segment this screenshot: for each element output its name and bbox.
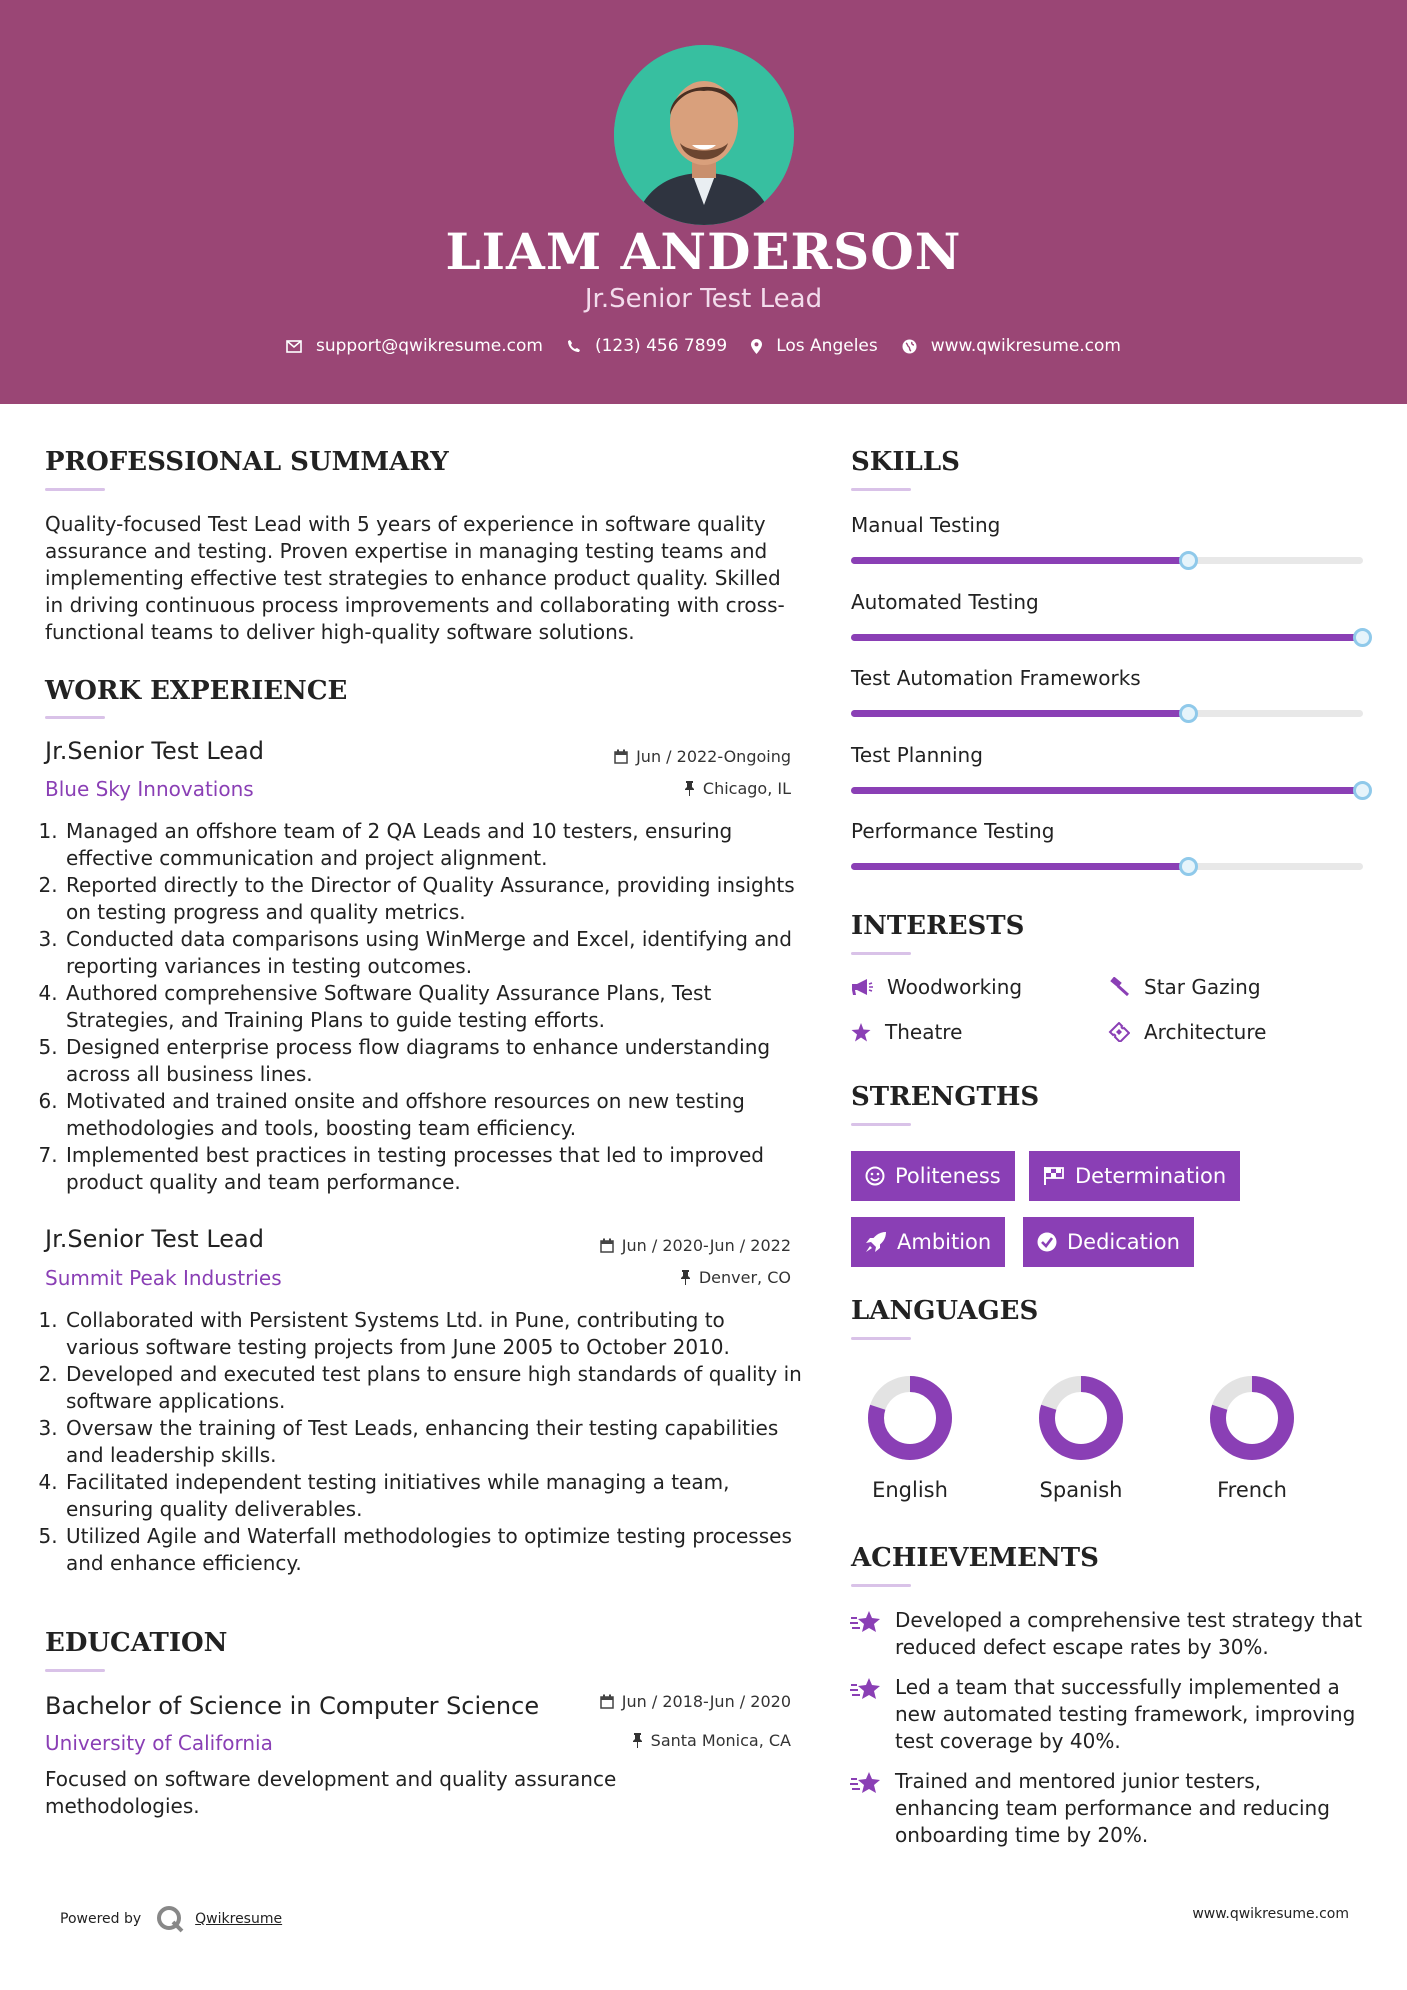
strength-badge [1023, 1217, 1194, 1267]
skill-bar-knob [1353, 628, 1372, 647]
job-1-dates [491, 747, 791, 766]
language-label: English [872, 1478, 948, 1502]
profile-photo [614, 45, 794, 225]
powered-by-label: Powered by [60, 1911, 142, 1927]
skill-label: Test Automation Frameworks [851, 666, 1141, 690]
languages-heading: LANGUAGES [851, 1296, 1039, 1326]
gavel-icon [1108, 977, 1130, 997]
job-2-title: Jr.Senior Test Lead [45, 1225, 264, 1253]
strength-badge [1029, 1151, 1240, 1201]
interest-item [1108, 975, 1261, 999]
interests-underline [851, 952, 911, 955]
strength-label: Dedication [1067, 1230, 1180, 1254]
shooting-star-icon [849, 1609, 883, 1635]
experience-heading: WORK EXPERIENCE [45, 676, 348, 706]
interest-label: Woodworking [887, 975, 1023, 999]
skill-bar-fill [851, 863, 1189, 870]
skill-bar-knob [1179, 704, 1198, 723]
skill-bar-knob [1179, 857, 1198, 876]
language-donut [1031, 1368, 1131, 1468]
summary-underline [45, 488, 105, 491]
rocket-icon [865, 1231, 887, 1253]
header-band [0, 0, 1407, 404]
megaphone-icon [851, 978, 873, 996]
skill-bar-fill [851, 787, 1363, 794]
job-1-bullets [38, 818, 803, 1196]
job-1-title: Jr.Senior Test Lead [45, 737, 264, 765]
list-item: 1. Collaborated with Persistent Systems Ltd. in Pune, contributing to various software testing projects from June 2005 to October 2010. [64, 1307, 803, 1361]
skill-label: Manual Testing [851, 513, 1001, 537]
summary-text: Quality-focused Test Lead with 5 years of experience in software quality assurance and testing. Proven expertise in managing testing teams and implementing effective test strategies to enhance product quality. Skilled in driving continuous process improvements and collaborating with cross-functional teams to deliver high-quality software solutions. [45, 512, 785, 644]
achievement-text: Led a team that successfully implemented a new automated testing framework, improving test coverage by 40%. [895, 1675, 1356, 1753]
interest-label: Star Gazing [1144, 975, 1261, 999]
interest-label: Architecture [1144, 1020, 1267, 1044]
phone-icon [567, 339, 581, 353]
education-heading: EDUCATION [45, 1628, 228, 1658]
job-1-location-text: Chicago, IL [702, 779, 791, 798]
language-donut [860, 1368, 960, 1468]
list-item: 6. Motivated and trained onsite and offshore resources on new testing methodologies and tools, boosting team efficiency. [64, 1088, 803, 1142]
job-2-location [491, 1268, 791, 1287]
contact-bar [0, 336, 1407, 356]
job-2-dates [491, 1236, 791, 1255]
globe-icon [902, 339, 917, 354]
pushpin-icon [632, 1733, 643, 1748]
email-text: support@qwikresume.com [316, 336, 543, 356]
skill-bar-track [851, 863, 1363, 870]
skill-bar-fill [851, 634, 1363, 641]
education-underline [45, 1669, 105, 1672]
education-school: University of California [45, 1731, 273, 1755]
skill-label: Test Planning [851, 742, 983, 767]
candidate-name: LIAM ANDERSON [445, 222, 962, 281]
job-2-bullets [38, 1307, 803, 1577]
education-dates-text: Jun / 2018-Jun / 2020 [621, 1692, 791, 1711]
achievement-text: Trained and mentored junior testers, enhancing team performance and reducing onboarding time by 20%. [895, 1769, 1330, 1847]
skill-bar-knob [1353, 781, 1372, 800]
footer-url[interactable]: www.qwikresume.com [1192, 1906, 1349, 1922]
job-1-company: Blue Sky Innovations [45, 777, 254, 801]
website-text: www.qwikresume.com [930, 336, 1121, 356]
achievement-item [849, 1674, 1369, 1755]
calendar-icon [614, 749, 628, 764]
summary-heading: PROFESSIONAL SUMMARY [45, 447, 449, 477]
skill-bar-track [851, 710, 1363, 717]
list-item: 2. Developed and executed test plans to ensure high standards of quality in software applications. [64, 1361, 803, 1415]
shooting-star-icon [849, 1770, 883, 1796]
skills-underline [851, 488, 911, 491]
language-label: French [1217, 1478, 1287, 1502]
map-pin-icon [751, 339, 762, 354]
skill-bar-track [851, 634, 1363, 641]
contact-website[interactable] [902, 336, 1121, 356]
profile-photo-illustration [614, 45, 794, 225]
interest-label: Theatre [885, 1020, 963, 1044]
skill-label: Performance Testing [851, 819, 1055, 843]
strengths-heading: STRENGTHS [851, 1082, 1040, 1112]
achievement-item [849, 1768, 1369, 1849]
pushpin-icon [680, 1270, 691, 1285]
interest-item [851, 975, 1022, 999]
achievements-heading: ACHIEVEMENTS [851, 1543, 1099, 1573]
contact-location [751, 336, 878, 356]
job-1-location [491, 779, 791, 798]
strength-label: Ambition [897, 1230, 992, 1254]
shooting-star-icon [849, 1676, 883, 1702]
skill-bar-track [851, 557, 1363, 564]
education-location [491, 1731, 791, 1750]
education-degree: Bachelor of Science in Computer Science [45, 1692, 540, 1720]
achievements-underline [851, 1584, 911, 1587]
list-item: 3. Conducted data comparisons using WinMerge and Excel, identifying and reporting variances in testing outcomes. [64, 926, 803, 980]
ticket-icon [1108, 1022, 1130, 1042]
phone-text: (123) 456 7899 [594, 336, 728, 356]
star-icon [851, 1023, 871, 1042]
candidate-title: Jr.Senior Test Lead [584, 284, 823, 314]
brand-link[interactable]: Qwikresume [195, 1911, 283, 1927]
contact-email[interactable] [286, 336, 543, 356]
skill-bar-fill [851, 557, 1189, 564]
job-2-dates-text: Jun / 2020-Jun / 2022 [621, 1236, 791, 1255]
interest-item [1108, 1020, 1266, 1044]
strength-badge [851, 1217, 1005, 1267]
languages-underline [851, 1337, 911, 1340]
location-text: Los Angeles [776, 336, 878, 356]
achievement-text: Developed a comprehensive test strategy that reduced defect escape rates by 30%. [895, 1608, 1363, 1659]
calendar-icon [600, 1694, 614, 1709]
list-item: 7. Implemented best practices in testing processes that led to improved product quality and team performance. [64, 1142, 803, 1196]
strength-label: Determination [1075, 1164, 1227, 1188]
strengths-underline [851, 1123, 911, 1126]
list-item: 3. Oversaw the training of Test Leads, enhancing their testing capabilities and leadership skills. [64, 1415, 803, 1469]
strength-label: Politeness [895, 1164, 1001, 1188]
job-2-company: Summit Peak Industries [45, 1266, 282, 1290]
pushpin-icon [684, 781, 695, 796]
check-circle-icon [1037, 1232, 1057, 1252]
footer-powered-by [60, 1904, 282, 1934]
skill-label: Automated Testing [851, 589, 1039, 614]
contact-phone[interactable] [567, 336, 727, 356]
calendar-icon [600, 1238, 614, 1253]
list-item: 2. Reported directly to the Director of Quality Assurance, providing insights on testing progress and quality metrics. [64, 872, 803, 926]
interest-item [851, 1020, 962, 1044]
skills-heading: SKILLS [851, 447, 960, 477]
strength-badge [851, 1151, 1015, 1201]
list-item: 1. Managed an offshore team of 2 QA Leads and 10 testers, ensuring effective communication and project alignment. [64, 818, 803, 872]
skill-bar-fill [851, 710, 1189, 717]
job-1-dates-text: Jun / 2022-Ongoing [636, 747, 791, 766]
skill-bar-knob [1179, 551, 1198, 570]
language-donut [1202, 1368, 1302, 1468]
smile-icon [865, 1166, 885, 1186]
skill-bar-track [851, 787, 1363, 794]
education-location-text: Santa Monica, CA [650, 1731, 791, 1750]
qwikresume-logo-icon [155, 1904, 185, 1934]
list-item: 4. Authored comprehensive Software Quality Assurance Plans, Test Strategies, and Training Plans to guide testing efforts. [64, 980, 803, 1034]
list-item: 5. Designed enterprise process flow diagrams to enhance understanding across all business lines. [64, 1034, 803, 1088]
achievement-item [849, 1607, 1369, 1661]
education-description: Focused on software development and quality assurance methodologies. [45, 1767, 617, 1818]
list-item: 5. Utilized Agile and Waterfall methodologies to optimize testing processes and enhance efficiency. [64, 1523, 803, 1577]
envelope-icon [286, 340, 302, 353]
experience-underline [45, 716, 105, 719]
interests-heading: INTERESTS [851, 911, 1025, 941]
flag-icon [1043, 1166, 1065, 1186]
education-dates [491, 1692, 791, 1711]
language-label: Spanish [1039, 1478, 1123, 1502]
job-2-location-text: Denver, CO [698, 1268, 791, 1287]
list-item: 4. Facilitated independent testing initiatives while managing a team, ensuring quality deliverables. [64, 1469, 803, 1523]
